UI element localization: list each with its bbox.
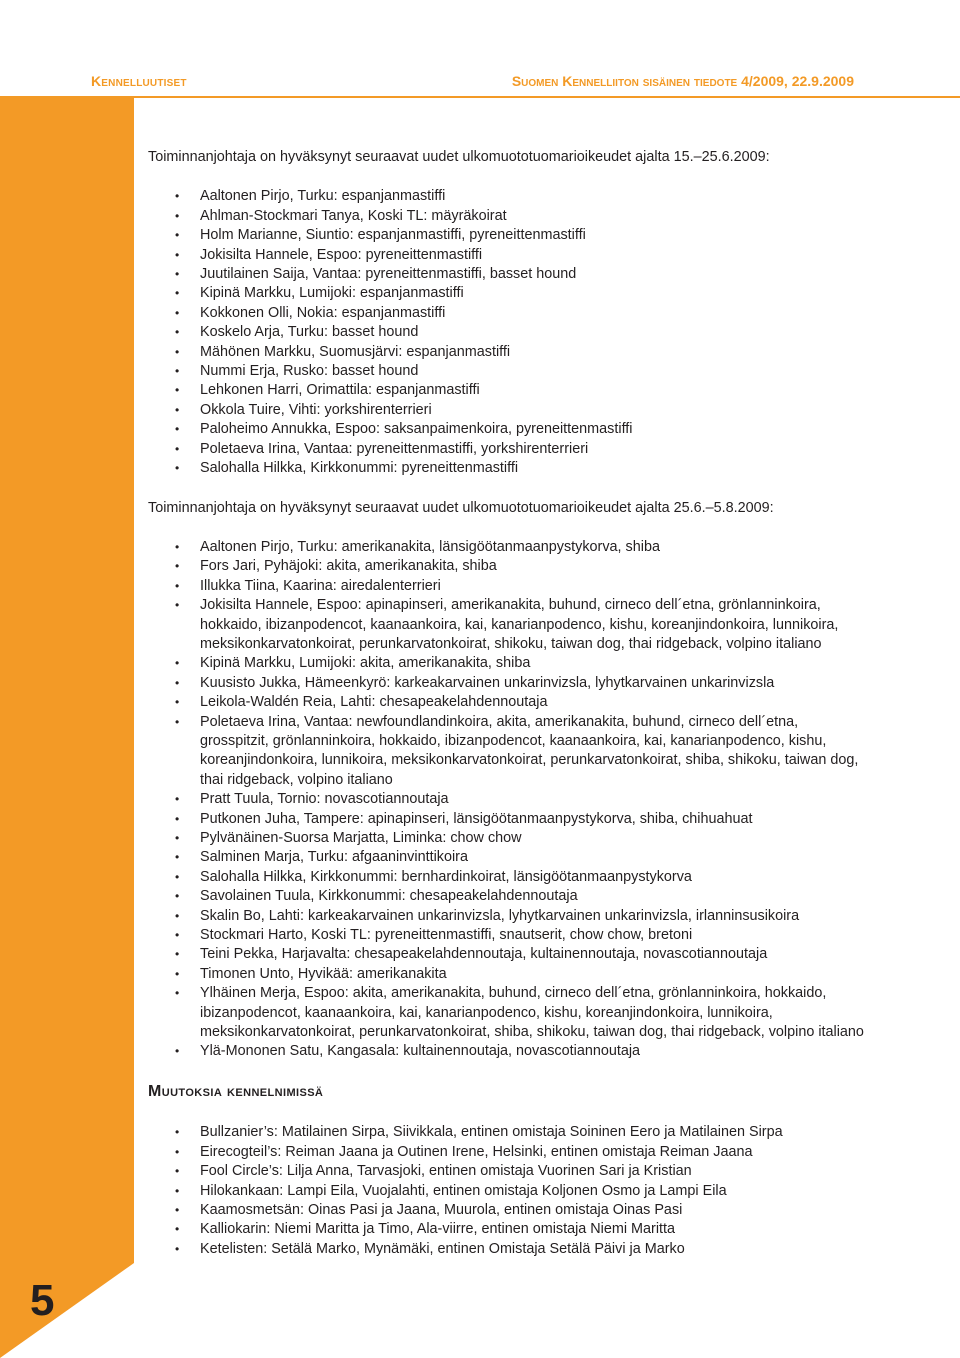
judge-list-item: • Poletaeva Irina, Vantaa: newfoundlandinkoira, akita, amerikanakita, buhund, cirneco dell´etna, grosspitzit, grönlanninkoira, hokkaido, ibizanpodencot, kaanaankoira, kai, kanarianpodenco, kishu, koreanjindonkoira, lunnikoira, meksikonkarvatonkoirat, perunkarvatonkoirat, shiba, shikoku, taiwan dog, thai ridgeback, volpino italiano — [148, 713, 868, 791]
corner-accent-triangle — [0, 1263, 134, 1358]
section3-title: Muutoksia kennelnimissä — [148, 1082, 324, 1100]
kennel-name-list-item: • Eirecogteil’s: Reiman Jaana ja Outinen Irene, Helsinki, entinen omistaja Reiman Jaana — [148, 1143, 868, 1162]
judge-list-item: • Fors Jari, Pyhäjoki: akita, amerikanakita, shiba — [148, 557, 868, 576]
judge-list-item: • Ylhäinen Merja, Espoo: akita, amerikanakita, buhund, cirneco dell´etna, grönlanninkoira, hokkaido, ibizanpodencot, kaanaankoira, kai, kanarianpodenco, kishu, koreanjindonkoira, lunnikoira, meksikonkarvatonkoirat, perunkarvatonkoirat, shiba, shikoku, taiwan dog, thai ridgeback, volpino italiano — [148, 984, 868, 1042]
kennel-name-list-item: • Kalliokarin: Niemi Maritta ja Timo, Ala-viirre, entinen omistaja Niemi Maritta — [148, 1220, 868, 1239]
header-section-label: Kennelluutiset — [91, 73, 187, 89]
judge-list-item: • Leikola-Waldén Reia, Lahti: chesapeakelahdennoutaja — [148, 693, 868, 712]
judge-list-item: • Pylvänäinen-Suorsa Marjatta, Liminka: chow chow — [148, 829, 868, 848]
judge-list-item: • Kipinä Markku, Lumijoki: espanjanmastiffi — [148, 284, 868, 303]
judge-list-item: • Holm Marianne, Siuntio: espanjanmastiffi, pyreneittenmastiffi — [148, 226, 868, 245]
judge-list-item: • Illukka Tiina, Kaarina: airedalenterrieri — [148, 577, 868, 596]
section2-list — [148, 538, 868, 1062]
judge-list-item: • Kuusisto Jukka, Hämeenkyrö: karkeakarvainen unkarinvizsla, lyhytkarvainen unkarinvizsla — [148, 674, 868, 693]
judge-list-item: • Stockmari Harto, Koski TL: pyreneittenmastiffi, snautserit, chow chow, bretoni — [148, 926, 868, 945]
judge-list-item: • Kipinä Markku, Lumijoki: akita, amerikanakita, shiba — [148, 654, 868, 673]
judge-list-item: • Salohalla Hilkka, Kirkkonummi: bernhardinkoirat, länsigöötanmaanpystykorva — [148, 868, 868, 887]
judge-list-item: • Putkonen Juha, Tampere: apinapinseri, länsigöötanmaanpystykorva, shiba, chihuahuat — [148, 810, 868, 829]
judge-list-item: • Okkola Tuire, Vihti: yorkshirenterrieri — [148, 401, 868, 420]
judge-list-item: • Aaltonen Pirjo, Turku: amerikanakita, länsigöötanmaanpystykorva, shiba — [148, 538, 868, 557]
judge-list-item: • Koskelo Arja, Turku: basset hound — [148, 323, 868, 342]
judge-list-item: • Ahlman-Stockmari Tanya, Koski TL: mäyräkoirat — [148, 207, 868, 226]
side-accent-bar — [0, 98, 134, 1358]
judge-list-item: • Pratt Tuula, Tornio: novascotiannoutaja — [148, 790, 868, 809]
judge-list-item: • Jokisilta Hannele, Espoo: pyreneittenmastiffi — [148, 246, 868, 265]
article-content — [148, 148, 868, 1259]
section2-intro: Toiminnanjohtaja on hyväksynyt seuraavat uudet ulkomuototuomarioikeudet ajalta 25.6.–5.8.2009: — [148, 499, 774, 516]
kennel-name-list-item: • Bullzanier’s: Matilainen Sirpa, Siivikkala, entinen omistaja Soininen Eero ja Matilainen Sirpa — [148, 1123, 868, 1142]
section3-list — [148, 1123, 868, 1259]
judge-list-item: • Teini Pekka, Harjavalta: chesapeakelahdennoutaja, kultainennoutaja, novascotiannoutaja — [148, 945, 868, 964]
judge-list-item: • Juutilainen Saija, Vantaa: pyreneittenmastiffi, basset hound — [148, 265, 868, 284]
kennel-name-list-item: • Hilokankaan: Lampi Eila, Vuojalahti, entinen omistaja Koljonen Osmo ja Lampi Eila — [148, 1182, 868, 1201]
judge-list-item: • Poletaeva Irina, Vantaa: pyreneittenmastiffi, yorkshirenterrieri — [148, 440, 868, 459]
judge-list-item: • Jokisilta Hannele, Espoo: apinapinseri, amerikanakita, buhund, cirneco dell´etna, grönlanninkoira, hokkaido, ibizanpodencot, kaanaankoira, kai, kanarianpodenco, kishu, koreanjindonkoira, lunnikoira, meksikonkarvatonkoirat, perunkarvatonkoirat, shikoku, taiwan dog, thai ridgeback, volpino italiano — [148, 596, 868, 654]
section1-intro: Toiminnanjohtaja on hyväksynyt seuraavat uudet ulkomuototuomarioikeudet ajalta 15.–25.6.2009: — [148, 149, 770, 165]
judge-list-item: • Salminen Marja, Turku: afgaaninvinttikoira — [148, 848, 868, 867]
kennel-name-list-item: • Kaamosmetsän: Oinas Pasi ja Jaana, Muurola, entinen omistaja Oinas Pasi — [148, 1201, 868, 1220]
judge-list-item: • Mähönen Markku, Suomusjärvi: espanjanmastiffi — [148, 343, 868, 362]
judge-list-item: • Ylä-Mononen Satu, Kangasala: kultainennoutaja, novascotiannoutaja — [148, 1042, 868, 1061]
judge-list-item: • Timonen Unto, Hyvikää: amerikanakita — [148, 965, 868, 984]
judge-list-item: • Salohalla Hilkka, Kirkkonummi: pyreneittenmastiffi — [148, 459, 868, 478]
judge-list-item: • Savolainen Tuula, Kirkkonummi: chesapeakelahdennoutaja — [148, 887, 868, 906]
header-publication-info: Suomen Kennelliiton sisäinen tiedote 4/2009, 22.9.2009 — [511, 73, 854, 89]
judge-list-item: • Paloheimo Annukka, Espoo: saksanpaimenkoira, pyreneittenmastiffi — [148, 420, 868, 439]
judge-list-item: • Lehkonen Harri, Orimattila: espanjanmastiffi — [148, 381, 868, 400]
judge-list-item: • Kokkonen Olli, Nokia: espanjanmastiffi — [148, 304, 868, 323]
judge-list-item: • Skalin Bo, Lahti: karkeakarvainen unkarinvizsla, lyhytkarvainen unkarinvizsla, irlanninsusikoira — [148, 907, 868, 926]
judge-list-item: • Aaltonen Pirjo, Turku: espanjanmastiffi — [148, 187, 868, 206]
kennel-name-list-item: • Ketelisten: Setälä Marko, Mynämäki, entinen Omistaja Setälä Päivi ja Marko — [148, 1240, 868, 1259]
page-number: 5 — [30, 1276, 55, 1325]
kennel-name-list-item: • Fool Circle’s: Lilja Anna, Tarvasjoki, entinen omistaja Vuorinen Sari ja Kristian — [148, 1162, 868, 1181]
judge-list-item: • Nummi Erja, Rusko: basset hound — [148, 362, 868, 381]
section1-list — [148, 187, 868, 478]
